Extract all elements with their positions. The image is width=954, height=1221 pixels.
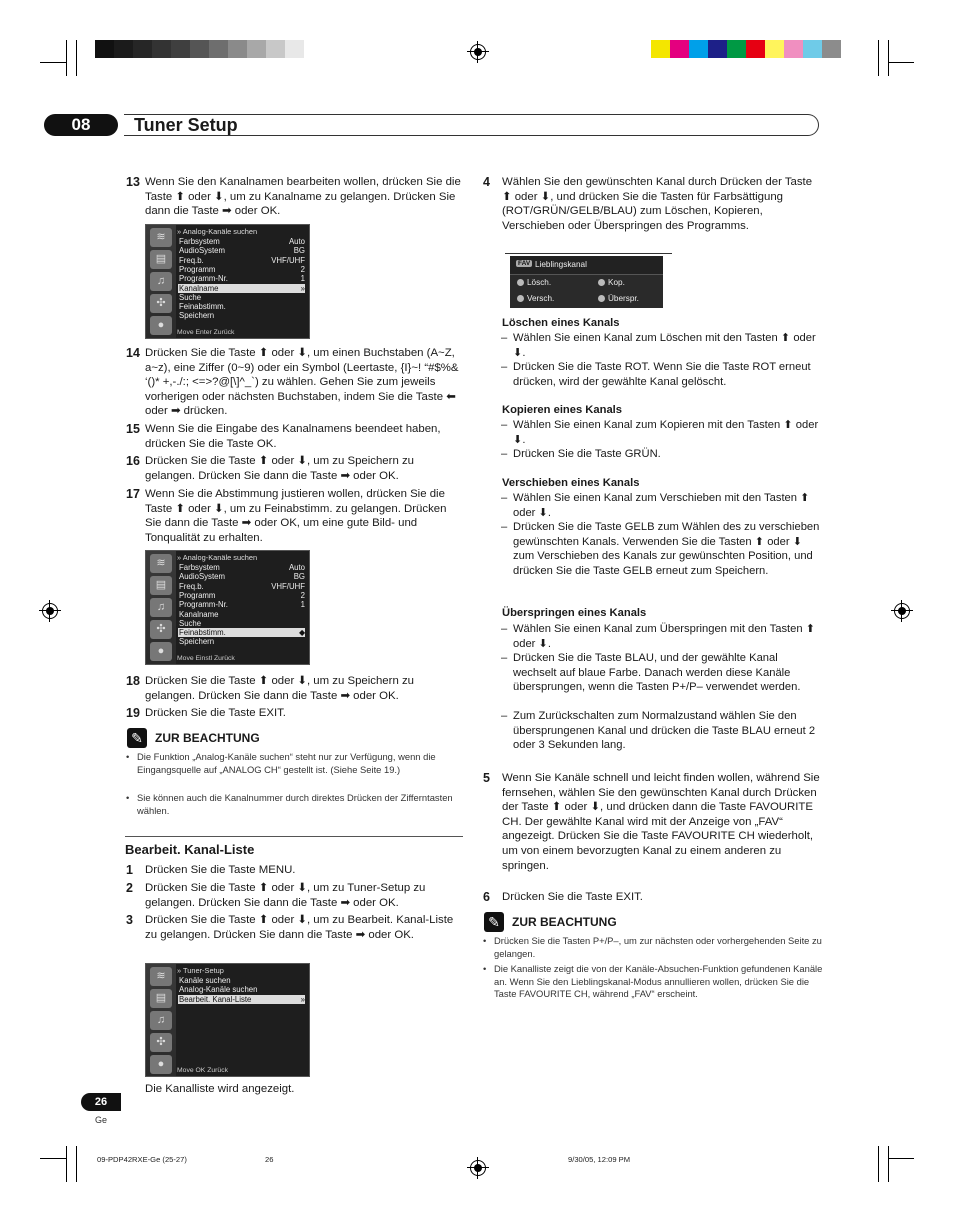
step-19: 19 Drücken Sie die Taste EXIT. xyxy=(126,706,286,720)
note-heading: ZUR BEACHTUNG xyxy=(155,731,260,745)
color-swatch xyxy=(727,40,746,58)
crop-mark xyxy=(76,40,77,76)
menu-category-icon: ✣ xyxy=(150,620,172,639)
color-swatch xyxy=(822,40,841,58)
step-b2: 2 Drücken Sie die Taste ⬆ oder ⬇, um zu Tuner-Setup zu gelangen. Drücken Sie dann die Taste ➡ oder OK. xyxy=(126,881,426,909)
step-5: 5 Wenn Sie Kanäle schnell und leicht finden wollen, während Sie fernsehen, wählen Sie den gewünschten Kanal durch Drücken der Taste ⬆ oder ⬇, und drücken dann die Taste FAVOURITE CH. Der gewählte Kanal wird mit der Anzeige von „FAV“ angezeigt. Drücken Sie die Taste FAVOURITE CH wiederholt, um von einem bevorzugten Kanal zu einem anderen zu springen. xyxy=(483,771,820,872)
dash-item: – Drücken Sie die Taste GRÜN. xyxy=(501,448,661,460)
blue-dot-icon xyxy=(598,295,605,302)
menu-row: Suche xyxy=(179,618,202,628)
menu-row: Feinabstimm. xyxy=(179,302,226,312)
menu-category-icon: ♫ xyxy=(150,272,172,291)
dash-item: – Wählen Sie einen Kanal zum Verschieben mit den Tasten ⬆ oder ⬇. xyxy=(501,492,810,519)
registration-mark-icon xyxy=(470,44,486,60)
menu-category-icon: ● xyxy=(150,1055,172,1074)
gray-swatch xyxy=(171,40,190,58)
menu-category-icon: ♫ xyxy=(150,598,172,617)
gray-swatch xyxy=(285,40,304,58)
menu-row: Freq.b. VHF/UHF xyxy=(179,581,305,591)
list-shown-text: Die Kanalliste wird angezeigt. xyxy=(145,1083,295,1095)
step-16: 16 Drücken Sie die Taste ⬆ oder ⬇, um zu Speichern zu gelangen. Drücken Sie dann die Taste ➡ oder OK. xyxy=(126,454,414,482)
menu-category-icon: ● xyxy=(150,642,172,661)
gray-swatch xyxy=(190,40,209,58)
gray-swatch xyxy=(247,40,266,58)
screen-header: » Tuner-Setup xyxy=(177,966,224,975)
dash-item: – Wählen Sie einen Kanal zum Löschen mit den Tasten ⬆ oder ⬇. xyxy=(501,332,816,359)
page-number: 26 xyxy=(81,1093,121,1111)
fav-move: Versch. xyxy=(517,294,554,303)
dash-item: – Wählen Sie einen Kanal zum Überspringen mit den Tasten ⬆ oder ⬇. xyxy=(501,623,816,650)
menu-row: Farbsystem Auto xyxy=(179,237,305,246)
crop-mark xyxy=(888,1146,889,1182)
color-swatch xyxy=(708,40,727,58)
step-17: 17 Wenn Sie die Abstimmung justieren wollen, drücken Sie die Taste ⬆ oder ⬇, um zu Feinabstimm. zu gelangen. Drücken Sie dann die Taste ➡ oder OK, um eine gute Bild- und Tonqualität zu erhalten. xyxy=(126,487,447,544)
note-heading: ZUR BEACHTUNG xyxy=(512,915,617,929)
menu-category-icon: ▤ xyxy=(150,989,172,1008)
color-swatch xyxy=(803,40,822,58)
crop-mark xyxy=(888,1158,914,1159)
menu-row: Kanalname xyxy=(179,609,219,619)
tv-screen-fine-tune xyxy=(145,550,310,665)
crop-mark xyxy=(888,40,889,76)
footer-filename: 09-PDP42RXE-Ge (25-27) xyxy=(97,1155,187,1164)
crop-mark xyxy=(878,40,879,76)
gray-swatch xyxy=(95,40,114,58)
menu-row: AudioSystem BG xyxy=(179,572,305,582)
menu-row: Programm 2 xyxy=(179,590,305,600)
menu-row: Kanäle suchen xyxy=(179,976,231,985)
tv-screen-analog-search xyxy=(145,224,310,339)
screen-footer: Move OK Zurück xyxy=(177,1067,228,1074)
language-code: Ge xyxy=(95,1115,108,1125)
color-swatch xyxy=(765,40,784,58)
gray-swatch xyxy=(228,40,247,58)
section-divider xyxy=(125,836,463,837)
note-pencil-icon: ✎ xyxy=(127,728,147,748)
fav-copy: Kop. xyxy=(598,278,625,287)
color-swatch xyxy=(689,40,708,58)
note-item: • Die Kanalliste zeigt die von der Kanäle-Absuchen-Funktion gefundenen Kanäle an. Wenn Sie den Lieblingskanal-Modus annullieren wollen, drücken Sie die Taste FAVOURITE CH, während „FAV“ erscheint. xyxy=(483,963,823,1000)
step-15: 15 Wenn Sie die Eingabe des Kanalnamens beendeet haben, drücken Sie die Taste OK. xyxy=(126,422,441,450)
screen-footer: Move Einstl Zurück xyxy=(177,655,235,662)
crop-mark xyxy=(40,62,66,63)
menu-row: Feinabstimm. ◆ xyxy=(179,628,305,638)
menu-row: Programm-Nr. 1 xyxy=(179,274,305,284)
footer-page: 26 xyxy=(265,1155,274,1164)
color-swatch xyxy=(746,40,765,58)
color-swatch xyxy=(784,40,803,58)
footer-date: 9/30/05, 12:09 PM xyxy=(568,1155,631,1164)
crop-mark xyxy=(66,1146,67,1182)
fav-skip: Überspr. xyxy=(598,294,639,303)
registration-mark-icon xyxy=(894,603,910,619)
fav-panel-rule xyxy=(505,253,672,254)
step-13: 13 Wenn Sie den Kanalnamen bearbeiten wollen, drücken Sie die Taste ⬆ oder ⬇, um zu Kanalname zu gelangen. Drücken Sie dann die Taste ➡ oder OK. xyxy=(126,175,461,218)
fav-delete: Lösch. xyxy=(517,278,551,287)
crop-mark xyxy=(878,1146,879,1182)
menu-row: AudioSystem BG xyxy=(179,246,305,256)
menu-category-icon: ≋ xyxy=(150,967,172,986)
menu-row: Speichern xyxy=(179,637,215,647)
menu-category-icon: ≋ xyxy=(150,228,172,247)
step-6: 6 Drücken Sie die Taste EXIT. xyxy=(483,890,643,904)
menu-category-icon: ✣ xyxy=(150,294,172,313)
green-dot-icon xyxy=(598,279,605,286)
gray-swatch xyxy=(114,40,133,58)
menu-category-icon: ♫ xyxy=(150,1011,172,1030)
gray-swatch xyxy=(209,40,228,58)
color-swatch xyxy=(670,40,689,58)
menu-category-icon: ≋ xyxy=(150,554,172,573)
subheading-move: Verschieben eines Kanals xyxy=(502,477,640,489)
gray-swatch xyxy=(133,40,152,58)
tv-screen-tuner-setup xyxy=(145,963,310,1077)
menu-category-icon: ▤ xyxy=(150,576,172,595)
note-pencil-icon: ✎ xyxy=(484,912,504,932)
yellow-dot-icon xyxy=(517,295,524,302)
note-item: • Sie können auch die Kanalnummer durch direktes Drücken der Zifferntasten wählen. xyxy=(126,792,453,816)
fav-badge: FAV xyxy=(518,260,531,267)
menu-category-icon: ▤ xyxy=(150,250,172,269)
chapter-number: 08 xyxy=(44,114,118,136)
menu-row: Analog-Kanäle suchen xyxy=(179,985,258,995)
gray-swatch xyxy=(266,40,285,58)
color-swatch xyxy=(651,40,670,58)
dash-item: – Wählen Sie einen Kanal zum Kopieren mit den Tasten ⬆ oder ⬇. xyxy=(501,419,819,446)
screen-header: » Analog-Kanäle suchen xyxy=(177,227,258,236)
menu-row: Programm 2 xyxy=(179,264,305,274)
crop-mark xyxy=(888,62,914,63)
step-18: 18 Drücken Sie die Taste ⬆ oder ⬇, um zu Speichern zu gelangen. Drücken Sie dann die Taste ➡ oder OK. xyxy=(126,674,414,702)
section-heading: Bearbeit. Kanal-Liste xyxy=(125,842,255,857)
note-item: • Drücken Sie die Tasten P+/P–, um zur nächsten oder vorhergehenden Seite zu gelangen. xyxy=(483,935,822,959)
subheading-delete: Löschen eines Kanals xyxy=(502,317,620,329)
crop-mark xyxy=(40,1158,66,1159)
dash-item: – Zum Zurückschalten zum Normalzustand wählen Sie den übersprungenen Kanal und drücken die Taste BLAU erneut 2 oder 3 Sekunden lang. xyxy=(501,710,816,751)
menu-row: Bearbeit. Kanal-Liste » xyxy=(179,994,305,1004)
menu-row: Suche xyxy=(179,292,202,302)
menu-row: Programm-Nr. 1 xyxy=(179,600,305,610)
note-item: • Die Funktion „Analog-Kanäle suchen“ steht nur zur Verfügung, wenn die Eingangsquelle auf „ANALOG CH“ gestellt ist. (Siehe Seite 19.) xyxy=(126,751,436,775)
page-title: Tuner Setup xyxy=(134,115,238,135)
menu-row: Freq.b. VHF/UHF xyxy=(179,255,305,265)
step-b1: 1 Drücken Sie die Taste MENU. xyxy=(126,863,296,877)
crop-mark xyxy=(66,40,67,76)
gray-swatch xyxy=(152,40,171,58)
fav-title: Lieblingskanal xyxy=(535,260,587,269)
menu-row: Speichern xyxy=(179,311,215,321)
step-14: 14 Drücken Sie die Taste ⬆ oder ⬇, um einen Buchstaben (A~Z, a~z), eine Ziffer (0~9) oder ein Symbol (Leertaste, {I}~! “#$%& ‘()* +,-./:; <=>?@[\]^_`) zu wählen. Gehen Sie zum jeweils vorherigen oder nächsten Buchstaben, indem Sie die Taste ⬅ oder ➡ drücken. xyxy=(126,346,459,418)
fav-panel xyxy=(510,256,663,308)
menu-row: Farbsystem Auto xyxy=(179,563,305,572)
red-dot-icon xyxy=(517,279,524,286)
registration-mark-icon xyxy=(42,603,58,619)
menu-row: Kanalname » xyxy=(179,283,305,293)
step-b3: 3 Drücken Sie die Taste ⬆ oder ⬇, um zu Bearbeit. Kanal-Liste zu gelangen. Drücken Sie dann die Taste ➡ oder OK. xyxy=(126,913,454,941)
dash-item: – Drücken Sie die Taste ROT. Wenn Sie die Taste ROT erneut drücken, wird der gewählte Kanal gelöscht. xyxy=(501,361,811,388)
step-4: 4 Wählen Sie den gewünschten Kanal durch Drücken der Taste ⬆ oder ⬇, und drücken Sie die Tasten für Farbsättigung (ROT/GRÜN/GELB/BLAU) zum Löschen, Kopieren, Verschieben oder Überspringen des Programms. xyxy=(483,175,813,232)
subheading-copy: Kopieren eines Kanals xyxy=(502,404,622,416)
menu-category-icon: ● xyxy=(150,316,172,335)
crop-mark xyxy=(76,1146,77,1182)
screen-header: » Analog-Kanäle suchen xyxy=(177,553,258,562)
screen-footer: Move Enter Zurück xyxy=(177,329,235,336)
menu-category-icon: ✣ xyxy=(150,1033,172,1052)
dash-item: – Drücken Sie die Taste GELB zum Wählen des zu verschieben gewünschten Kanals. Verwenden Sie die Tasten ⬆ oder ⬇ zum Verschieben des Kanals zur gewünschten Position, und drücken Sie die Taste GELB erneut zum Speichern. xyxy=(501,521,820,577)
subheading-skip: Überspringen eines Kanals xyxy=(502,607,647,619)
dash-item: – Drücken Sie die Taste BLAU, und der gewählte Kanal wechselt auf blaue Farbe. Danach werden diese Kanäle übersprungen, wenn die Tasten P+/P– verwendet werden. xyxy=(501,652,801,693)
registration-mark-icon xyxy=(470,1160,486,1176)
